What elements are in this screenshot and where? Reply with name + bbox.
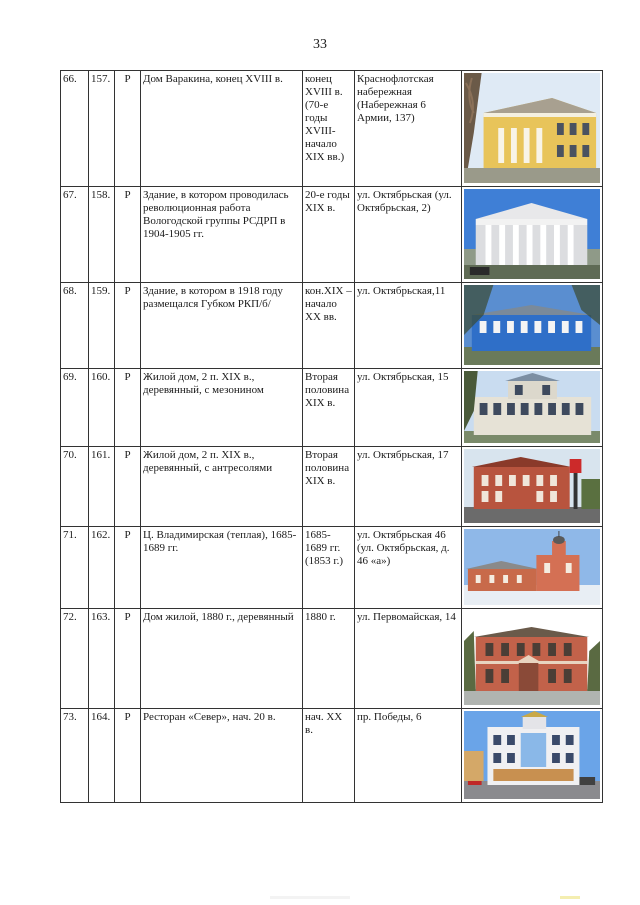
registry-number: 159.	[89, 283, 115, 369]
row-number: 73.	[61, 709, 89, 803]
monument-name: Здание, в котором в 1918 году размещался Губком РКП/б/	[141, 283, 303, 369]
registry-number: 164.	[89, 709, 115, 803]
row-number: 66.	[61, 71, 89, 187]
monument-name: Дом жилой, 1880 г., деревянный	[141, 609, 303, 709]
monument-address: ул. Октябрьская, 15	[355, 369, 462, 447]
category: Р	[115, 71, 141, 187]
registry-number: 157.	[89, 71, 115, 187]
category: Р	[115, 609, 141, 709]
category: Р	[115, 187, 141, 283]
registry-number: 162.	[89, 527, 115, 609]
monument-address: Краснофлотская набережная (Набережная 6 Армии, 137)	[355, 71, 462, 187]
registry-number: 163.	[89, 609, 115, 709]
table-row	[61, 369, 603, 447]
monument-date: 1880 г.	[303, 609, 355, 709]
table-row	[61, 447, 603, 527]
monument-name: Ресторан «Север», нач. 20 в.	[141, 709, 303, 803]
registry-number: 160.	[89, 369, 115, 447]
category: Р	[115, 447, 141, 527]
monument-date: 20-е годы XIX в.	[303, 187, 355, 283]
registry-number: 161.	[89, 447, 115, 527]
monument-date: кон.XIX – начало XX вв.	[303, 283, 355, 369]
monument-name: Жилой дом, 2 п. XIX в., деревянный, с мезонином	[141, 369, 303, 447]
category: Р	[115, 283, 141, 369]
blue-wooden-house-photo	[464, 285, 600, 365]
table-row	[61, 283, 603, 369]
category: Р	[115, 527, 141, 609]
table-row	[61, 71, 603, 187]
row-number: 69.	[61, 369, 89, 447]
scan-artifact	[560, 896, 580, 899]
monument-date: конец XVIII в. (70-е годы XVIII-начало XIX вв.)	[303, 71, 355, 187]
monument-address: ул. Первомайская, 14	[355, 609, 462, 709]
category: Р	[115, 369, 141, 447]
scan-artifact	[270, 896, 350, 899]
registry-number: 158.	[89, 187, 115, 283]
monuments-table	[60, 70, 603, 803]
monument-date: нач. XX в.	[303, 709, 355, 803]
monument-address: ул. Октябрьская, 17	[355, 447, 462, 527]
brick-house-photo	[464, 611, 600, 705]
monument-name: Дом Варакина, конец XVIII в.	[141, 71, 303, 187]
monument-address: ул. Октябрьская (ул. Октябрьская, 2)	[355, 187, 462, 283]
monument-name: Здание, в котором проводилась революционная работа Вологодской группы РСДРП в 1904-1905 гг.	[141, 187, 303, 283]
row-number: 67.	[61, 187, 89, 283]
restaurant-photo	[464, 711, 600, 799]
monument-address: пр. Победы, 6	[355, 709, 462, 803]
row-number: 68.	[61, 283, 89, 369]
row-number: 70.	[61, 447, 89, 527]
table-row	[61, 609, 603, 709]
category: Р	[115, 709, 141, 803]
monument-date: Вторая половина XIX в.	[303, 447, 355, 527]
red-house-photo	[464, 449, 600, 523]
page-number: 33	[313, 37, 327, 52]
classical-mansion-photo	[464, 73, 600, 183]
row-number: 72.	[61, 609, 89, 709]
table-row	[61, 527, 603, 609]
row-number: 71.	[61, 527, 89, 609]
mezzanine-house-photo	[464, 371, 600, 443]
church-photo	[464, 529, 600, 605]
table-row	[61, 187, 603, 283]
monument-name: Жилой дом, 2 п. XIX в., деревянный, с антресолями	[141, 447, 303, 527]
table-row	[61, 709, 603, 803]
monument-address: ул. Октябрьская,11	[355, 283, 462, 369]
monument-address: ул. Октябрьская 46 (ул. Октябрьская, д. 46 «а»)	[355, 527, 462, 609]
monument-name: Ц. Владимирская (теплая), 1685-1689 гг.	[141, 527, 303, 609]
columned-building-photo	[464, 189, 600, 279]
monument-date: 1685-1689 гг. (1853 г.)	[303, 527, 355, 609]
monument-date: Вторая половина XIX в.	[303, 369, 355, 447]
